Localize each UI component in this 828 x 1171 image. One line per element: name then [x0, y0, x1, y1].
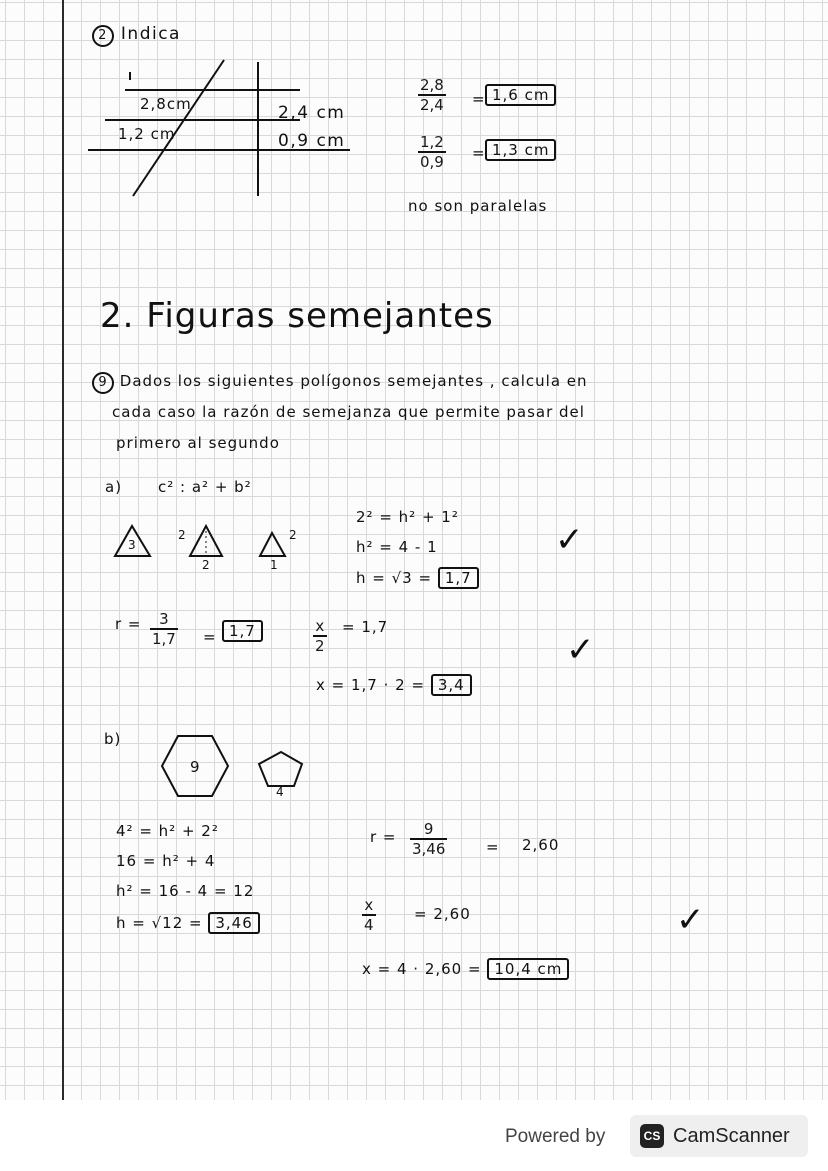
part-a-x-numerator: x	[313, 617, 327, 637]
fraction-2-result-box: 1,3 cm	[485, 139, 556, 161]
exercise-number-2: 2	[92, 25, 114, 47]
part-a-x-line-text: x = 1,7 · 2 =	[316, 676, 426, 694]
fraction-1-denominator: 2,4	[420, 96, 444, 114]
section-heading: 2. Figuras semejantes	[100, 296, 494, 336]
fraction-2-denominator: 0,9	[420, 153, 444, 171]
part-b-x-equation: = 2,60	[414, 905, 471, 923]
part-a-ratio-equals: =	[203, 628, 217, 646]
label-top-right: 2,4 cm	[278, 103, 346, 123]
camscanner-brand-name: CamScanner	[673, 1125, 790, 1147]
part-b-eq-3: h² = 16 - 4 = 12	[116, 882, 255, 900]
triangle-2-base-label: 2	[202, 558, 210, 572]
check-mark-2: ✓	[566, 630, 596, 670]
triangle-shape-3	[260, 533, 285, 556]
fraction-1-result-box: 1,6 cm	[485, 84, 556, 106]
fraction-2	[418, 133, 446, 171]
part-b-eq-4-text: h = √12 =	[116, 914, 203, 932]
part-a-ratio-denominator: 1,7	[152, 630, 176, 648]
part-a-x-denominator: 2	[315, 637, 325, 655]
conclusion-text: no son paralelas	[408, 197, 548, 215]
fraction-1	[418, 76, 446, 114]
part-b-eq-4	[116, 914, 260, 932]
exercise-9-line-1	[92, 372, 588, 394]
part-a-ratio-fraction	[150, 610, 178, 648]
part-b-ratio-fraction	[410, 820, 447, 858]
pentagon-shape	[259, 752, 302, 786]
part-a-ratio-label: r =	[115, 615, 142, 633]
triangle-3-base-label: 1	[270, 558, 278, 572]
label-top-left: 2,8cm	[140, 95, 192, 113]
part-a-calc-3-box: 1,7	[438, 567, 479, 589]
fraction-2-equals: =	[472, 144, 486, 162]
pentagon-label: 4	[276, 785, 284, 799]
part-a-x-fraction	[313, 617, 327, 655]
powered-by-text: Powered by	[505, 1126, 606, 1147]
part-b-x-numerator: x	[362, 896, 376, 916]
part-b-x-box: 10,4 cm	[487, 958, 569, 980]
part-a-label: a)	[105, 478, 123, 496]
part-a-ratio-numerator: 3	[150, 610, 178, 630]
fraction-1-numerator: 2,8	[420, 76, 444, 94]
part-b-ratio-denominator: 3,46	[412, 840, 446, 858]
part-a-calc-1: 2² = h² + 1²	[356, 508, 459, 526]
camscanner-logo-icon: CS	[640, 1124, 664, 1148]
part-a-x-box: 3,4	[431, 674, 472, 696]
triangle-1-label: 3	[128, 538, 136, 552]
part-a-calc-2: h² = 4 - 1	[356, 538, 438, 556]
part-b-eq-4-box: 3,46	[208, 912, 259, 934]
exercise-number-9: 9	[92, 372, 114, 394]
check-mark-3: ✓	[676, 900, 706, 940]
instruction-line-1: Dados los siguientes polígonos semejantes , calcula en	[119, 372, 588, 390]
part-a-formula: c² : a² + b²	[158, 478, 252, 496]
part-b-x-line	[362, 960, 569, 978]
part-b-x-denominator: 4	[364, 916, 374, 934]
part-b-ratio-equals: =	[486, 838, 500, 856]
triangle-2-side-label: 2	[178, 528, 186, 542]
label-bottom-left: 1,2 cm	[118, 125, 176, 143]
check-mark-1: ✓	[555, 520, 585, 560]
instruction-line-3: primero al segundo	[116, 434, 280, 452]
triangle-3-side-label: 2	[289, 528, 297, 542]
part-b-eq-2: 16 = h² + 4	[116, 852, 216, 870]
part-a-ratio-box: 1,7	[222, 620, 263, 642]
part-b-ratio-value: 2,60	[522, 836, 560, 854]
part-b-x-line-text: x = 4 · 2,60 =	[362, 960, 482, 978]
part-b-ratio-label: r =	[370, 828, 397, 846]
instruction-line-2: cada caso la razón de semejanza que permite pasar del	[112, 403, 585, 421]
label-bottom-right: 0,9 cm	[278, 131, 346, 151]
part-b-x-fraction	[362, 896, 376, 934]
hexagon-label: 9	[190, 758, 201, 776]
part-b-label: b)	[104, 730, 122, 748]
fraction-2-numerator: 1,2	[420, 133, 444, 151]
part-a-x-equation: = 1,7	[342, 618, 389, 636]
fraction-1-equals: =	[472, 90, 486, 108]
part-a-x-line	[316, 676, 472, 694]
part-b-eq-1: 4² = h² + 2²	[116, 822, 219, 840]
part-b-ratio-numerator: 9	[410, 820, 447, 840]
part-a-calc-3-text: h = √3 =	[356, 569, 433, 587]
exercise-2-title: Indica	[120, 24, 181, 44]
part-a-calc-3	[356, 569, 479, 587]
